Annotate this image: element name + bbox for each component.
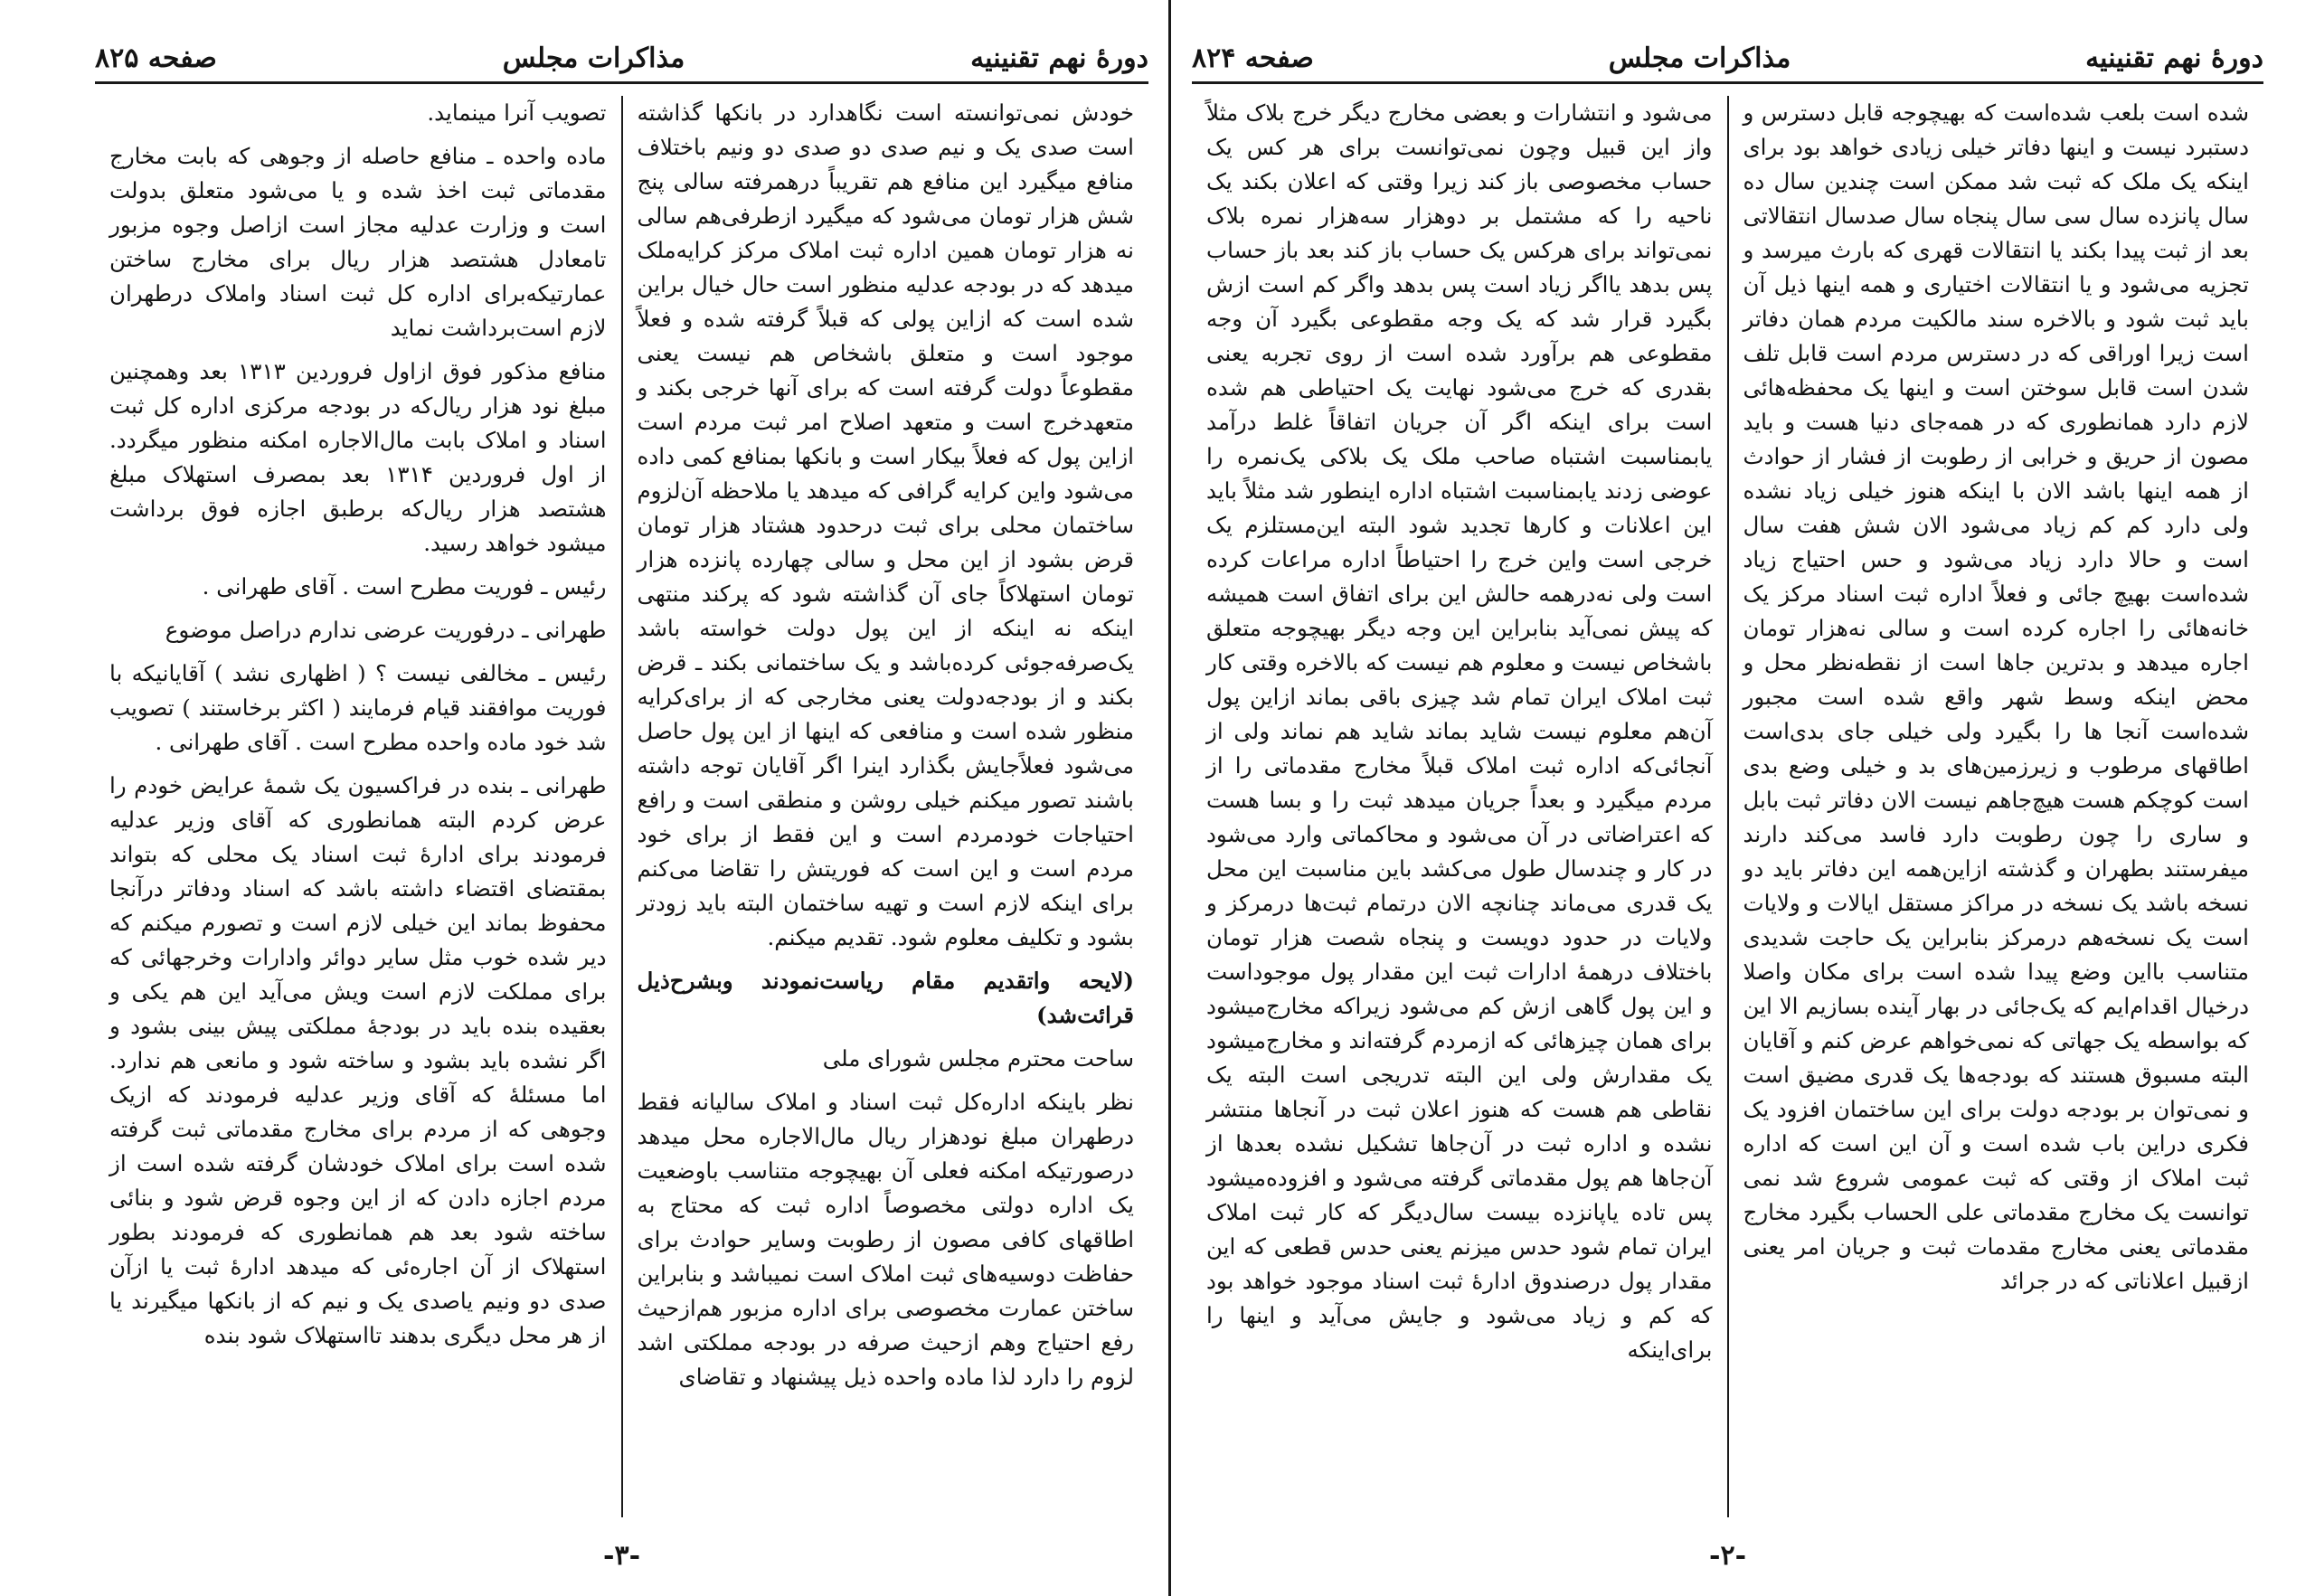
column-right	[623, 96, 1149, 1517]
page-header	[1192, 34, 2263, 84]
page-number-label: صفحه ۸۲۵	[95, 42, 217, 74]
paragraph: رئیس ـ مخالفی نیست ؟ ( اظهاری نشد ) آقایانیکه با فوریت موافقند قیام فرمایند ( اکثر برخاستند ) تصویب شد خود ماده واحده مطرح است . آقای طهرانی .	[109, 660, 607, 755]
paragraph: نظر باینکه اداره‌کل ثبت اسناد و املاک سالیانه فقط درطهران مبلغ نودهزار ریال مال‌الاجاره محل میدهد درصورتیکه امکنه فعلی آن بهیچوجه متناسب باوضعیت یک اداره دولتی مخصوصاً اداره ثبت که محتاج به اطاقهای کافی مصون از رطوبت وسایر حوادث برای حفاظت دوسیه‌های ثبت املاک است نمیباشد و بنابراین ساختن عمارت مخصوصی برای اداره مزبور هم‌ازحیث رفع احتیاج وهم ازحیث صرفه در بودجه مملکتی اشد لزوم را دارد لذا ماده واحده ذیل پیشنهاد و تقاضای	[637, 1089, 1134, 1390]
page-header	[95, 34, 1148, 84]
column-left	[95, 96, 623, 1517]
paragraph: ساحت محترم مجلس شورای ملی	[822, 1045, 1134, 1072]
paragraph: تصویب آنرا مینماید.	[427, 99, 607, 126]
paragraph: شده است بلعب شده‌است که بهیچوجه قابل دسترس و دستبرد نیست و اینها دفاتر خیلی زیادی خواهد بود برای اینکه یک ملک که ثبت شد ممکن است چندین سال ده سال پانزده سال سی سال پنجاه سال صدسال انتقالاتی بعد از ثبت پیدا بکند یا انتقالات قهری که بارث میرسد و تجزیه می‌شود و یا انتقالات اختیاری و همه اینها ذیل آن باید ثبت شود و بالاخره سند مالکیت مردم همان دفاتر است زیرا اوراقی که در دسترس مردم است قابل تلف شدن است قابل سوختن است و اینها یک محفظه‌هائی لازم دارد همانطوری که در همه‌جای دنیا هست و باید مصون از حریق و خرابی از رطوبت از فشار از حوادث از همه اینها باشد الان با اینکه هنوز خیلی زیاد نشده ولی دارد کم کم زیاد می‌شود الان شش هفت سال است و حالا دارد زیاد می‌شود و حس احتیاج زیاد شده‌است بهیچ جائی و فعلاً اداره ثبت اسناد مرکز یک خانه‌هائی را اجاره کرده است و سالی نه‌هزار تومان اجاره میدهد و بدترین جاها است از نقطه‌نظر محل و محض اینکه وسط شهر واقع شده است مجبور شده‌است آنجا ها را بگیرد ولی خیلی جای بدی‌است اطاقهای مرطوب و زیرزمین‌های بد و خیلی وضع بدی است کوچکم هست هیچ‌جاهم نیست الان دفاتر ثبت بابل و ساری را چون رطوبت دارد فاسد می‌کند دارند میفرستند بطهران و گذشته ازاین‌همه این دفاتر باید دو نسخه باشد یک نسخه در مراکز مستقل ایالات و ولایات است یک نسخه‌هم درمرکز بنابراین یک حاجت شدیدی متناسب بااین وضع پیدا شده است برای مکان واصلا درخیال اقدام‌ایم که یک‌جائی در بهار آینده بسازیم الا این که بواسطه یک جهاتی که نمی‌خواهم عرض کنم و آقایان البته مسبوق هستند که بودجه‌ها یک قدری مضیق است و نمی‌توان بر بودجه دولت برای این ساختمان افزود یک فکری دراین باب شده است و آن این است که اداره ثبت املاک از وقتی که ثبت عمومی شروع شد نمی توانست یک مخارج مقدماتی علی الحساب بگیرد مخارج مقدماتی یعنی مخارج مقدمات ثبت و جریان امر یعنی ازقبیل اعلاناتی که در جرائد	[1743, 99, 2249, 1294]
page-footer-number: -۲-	[1708, 1539, 1747, 1572]
paragraph: ماده واحده ـ منافع حاصله از وجوهی که بابت مخارج مقدماتی ثبت اخذ شده و یا می‌شود متعلق بدولت است و وزارت عدلیه مجاز است ازاصل وجوه مزبور تامعادل هشتصد هزار ریال برای مخارج ساختن عمارتیکه‌برای اداره کل ثبت اسناد واملاک درطهران لازم است‌برداشت نماید	[109, 143, 607, 341]
journal-title: مذاکرات مجلس	[1608, 42, 1791, 74]
page-number-label: صفحه ۸۲۴	[1192, 42, 1314, 74]
paragraph: طهرانی ـ بنده در فراکسیون یک شمهٔ عرایض خودم را عرض کردم البته همانطوری که آقای وزیر عدلیه فرمودند برای ادارهٔ ثبت اسناد یک محلی که بتواند بمقتضای اقتضاء داشته باشد که اسناد ودفاتر درآنجا محفوظ بماند این خیلی لازم است و تصورم میکنم که دیر شده خوب مثل سایر دوائر وادارات وخرجهائی که برای مملکت لازم است ویش می‌آید این هم یکی و بعقیده بنده باید در بودجهٔ مملکتی پیش بینی بشود و اگر نشده باید بشود و ساخته شود و مانعی هم ندارد. اما مسئلهٔ که آقای وزیر عدلیه فرمودند که ازیک وجوهی که از مردم برای مخارج مقدماتی ثبت گرفته شده است برای املاک خودشان گرفته شده است از مردم اجازه دادن که از این وجوه قرض شود و بنائی ساخته شود بعد هم همانطوری که فرمودند بطور استهلاک از آن اجاره‌ئی که میدهد ادارهٔ ثبت یا ازآن صدی دو ونیم یاصدی یک و نیم که از بانکها میگیرند یا از هر محل دیگری بدهند تااستهلاک شود بنده	[109, 772, 607, 1348]
paragraph: رئیس ـ فوریت مطرح است . آقای طهرانی .	[202, 573, 607, 600]
text-columns	[95, 96, 1148, 1517]
page-gutter-divider	[1168, 0, 1171, 1596]
session-label: دورهٔ نهم تقنینیه	[2085, 42, 2263, 74]
session-label: دورهٔ نهم تقنینیه	[970, 42, 1148, 74]
page-824	[1192, 34, 2263, 1581]
column-left	[1192, 96, 1729, 1517]
text-columns	[1192, 96, 2263, 1517]
page-825	[95, 34, 1148, 1581]
column-right	[1729, 96, 2264, 1517]
paragraph: طهرانی ـ درفوریت عرضی ندارم دراصل موضوع	[165, 617, 607, 643]
page-footer-number: -۳-	[602, 1539, 641, 1572]
paragraph: منافع مذکور فوق ازاول فروردین ۱۳۱۳ بعد وهمچنین مبلغ نود هزار ریال‌که در بودجه مرکزی اداره کل ثبت اسناد و املاک بابت مال‌الاجاره امکنه منظور میگردد. از اول فروردین ۱۳۱۴ بعد بمصرف استهلاک مبلغ هشتصد هزار ریال‌که برطبق اجازه فوق برداشت میشود خواهد رسید.	[109, 358, 607, 556]
paragraph: می‌شود و انتشارات و بعضی مخارج دیگر خرج بلاک مثلاً واز این قبیل وچون نمی‌توانست برای هر کس یک حساب مخصوصی باز کند زیرا وقتی که اعلان بکند یک ناحیه را که مشتمل بر دوهزار سه‌هزار نمره بلاک نمی‌تواند برای هرکس یک حساب باز کند بعد باز حساب پس بدهد یااگر زیاد است پس بدهد واگر کم است ازش بگیرد قرار شد که یک وجه مقطوعی بگیرد آن وجه مقطوعی هم برآورد شده است از روی تجربه یعنی بقدری که خرج می‌شود نهایت یک احتیاطی هم شده است برای اینکه اگر آن جریان اتفاقاً غلط درآمد یابمناسبت اشتباه صاحب ملک یک بلاکی یک‌نمره را عوضی زدند یابمناسبت اشتباه اداره اینطور شد مثلاً باید این اعلانات و کارها تجدید شود البته این‌مستلزم یک خرجی است واین خرج را احتیاطاً اداره مراعات کرده است ولی نه‌درهمه حالش این برای اتفاق است همیشه که پیش نمی‌آید بنابراین این وجه دیگر بهیچوجه متعلق باشخاص نیست و معلوم هم نیست که بالاخره وقتی کار ثبت املاک ایران تمام شد چیزی باقی بماند ازاین پول آن‌هم معلوم نیست شاید بماند شاید هم نماند ولی از آنجائی‌که اداره ثبت املاک قبلاً مخارج مقدماتی را از مردم میگیرد و بعداً جریان میدهد ثبت را و بسا هست که اعتراضاتی در آن می‌شود و محاکماتی وارد می‌شود در کار و چندسال طول می‌کشد باین مناسبت این محل یک قدری می‌ماند چنانچه الان درتمام ثبت‌ها درمرکز و ولایات در حدود دویست و پنجاه شصت هزار تومان باختلاف درهمهٔ ادارات ثبت این مقدار پول موجوداست و این پول گاهی ازش کم می‌شود زیراکه مخارج‌میشود برای همان چیزهائی که ازمردم گرفته‌اند و مخارج‌میشود یک مقدارش ولی این البته تدریجی است البته یک نقاطی هم هست که هنوز اعلان ثبت در آنجاها منتشر نشده و اداره ثبت در آن‌جاها تشکیل نشده بعدها از آن‌جاها هم پول مقدماتی گرفته می‌شود و افزوده‌میشود پس تاده یاپانزده بیست سال‌دیگر که کار ثبت املاک ایران تمام شود حدس میزنم یعنی حدس قطعی که این مقدار پول درصندوق ادارهٔ ثبت اسناد موجود خواهد بود که کم و زیاد می‌شود و جایش می‌آید و اینها را برای‌اینکه	[1206, 99, 1713, 1363]
paragraph: (لایحه واتقدیم مقام ریاست‌نمودند وبشرح‌ذیل قرائت‌شد)	[637, 968, 1134, 1028]
journal-title: مذاکرات مجلس	[502, 42, 685, 74]
paragraph: خودش نمی‌توانسته است نگاهدارد در بانکها گذاشته است صدی یک و نیم صدی دو صدی دو ونیم باختلاف منافع میگیرد این منافع هم تقریباً درهمرفته سالی پنج شش هزار تومان می‌شود که میگیرد از‌طرفی‌هم سالی نه هزار تومان همین اداره ثبت املاک مرکز کرایه‌ملک میدهد که در بودجه عدلیه منظور است حال خیال براین شده است که ازاین پولی که قبلاً گرفته شده و فعلاً موجود است و متعلق باشخاص هم نیست یعنی مقطوعاً دولت گرفته است که برای آنها خرجی بکند و متعهد‌خرج است و متعهد اصلاح امر ثبت مردم است ازاین پول که فعلاً بیکار است و بانکها بمنافع کمی داده می‌شود واین کرایه گرافی که میدهد یا ملاحظه آن‌لزوم ساختمان محلی برای ثبت درحدود هشتاد هزار تومان قرض بشود از این محل و سالی چهارده پانزده هزار تومان استهلاکاً جای آن گذاشته شود که پرکند منتهی اینکه نه اینکه از این پول دولت خواسته باشد یک‌صرفه‌جوئی کرده‌باشد و یک ساختمانی بکند ـ قرض بکند و از بودجه‌دولت یعنی مخارجی که از برای‌کرایه منظور شده است و منافعی که اینها از این پول حاصل می‌شود فعلاً‌جایش بگذارد اینرا اگر آقایان توجه داشته باشند تصور میکنم خیلی روشن و منطقی است و رافع احتیاجات خودمردم است و این فقط از برای خود مردم است و این است که فوریتش را تقاضا می‌کنم برای اینکه لازم است و تهیه ساختمان البته باید زودتر بشود و تکلیف معلوم شود. تقدیم میکنم.	[637, 99, 1134, 950]
